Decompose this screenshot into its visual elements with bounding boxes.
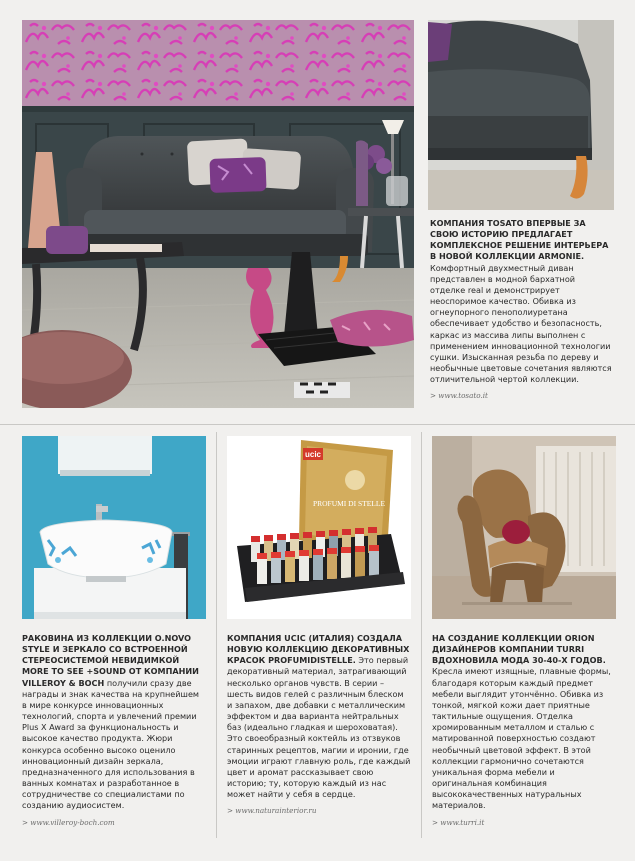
tosato-article-body: Комфортный двухместный диван представлен в модной бархатной отделке real и демонстрирует неоспоримое качество. Обивка из огнеупорного пенополиуретана обеспечивает удобство и безопасность, каркас из массива липы выполнен с применением инновационной технологии сушки. Изысканная резьба по дереву и необычные цветовые сочетания являются отличительной чертой коллекции. — [430, 262, 612, 385]
villeroy-boch-body: получили сразу две награды и знак качества на крупнейшем в мире конкурсе инновационных технологий, спорта и увлечений премии Plus X Award за функциональность и высокое качество продукта. Жюри конкурса особенно высоко оценило инновационный дизайн зеркала, предназначенного для использования в ванных комнатах и разработанное в сотрудничестве со специалистами по созданию аудиосистем. — [22, 677, 200, 811]
orion-armchair-photo — [432, 436, 616, 619]
sofa-interior-photo — [22, 20, 414, 408]
tosato-article-lead: КОМПАНИЯ TOSATO ВПЕРВЫЕ ЗА СВОЮ ИСТОРИЮ ПРЕДЛАГАЕТ КОМПЛЕКСНОЕ РЕШЕНИЕ ИНТЕРЬЕРА В НОВОЙ КОЛЛЕКЦИИ ARMONIE. — [430, 218, 609, 262]
villeroy-boch-lead: РАКОВИНА ИЗ КОЛЛЕКЦИИ O.NOVO STYLE И ЗЕРКАЛО СО ВСТРОЕННОЙ СТЕРЕОСИСТЕМОЙ НЕВИДИМКОЙ MORE TO SEE +SOUND ОТ КОМПАНИИ VILLEROY & BOCH — [22, 633, 199, 688]
armchair-closeup-photo — [428, 20, 614, 210]
washbasin-photo — [22, 436, 206, 619]
paint-display-photo — [227, 436, 411, 619]
ucic-article — [227, 436, 417, 817]
ucic-logo: ucic — [304, 450, 322, 459]
display-title: PROFUMI DI STELLE — [312, 499, 386, 508]
turri-article — [432, 436, 622, 828]
ucic-body: Это первый декоративный материал, затрагивающий несколько органов чувств. В серии – шесть видов гелей с различным блеском и запахом, две добавки с металлическим эффектом и два варианта нейтральных баз (идеально гладкая и шероховатая). Это своеобразный коктейль из отзвуков старинных рецептов, магии и иронии, где эмоции играют главную роль, где каждый цвет и аромат рассказывает свою историю; ту, которую каждый из нас может найти у себя в сердце. — [227, 655, 411, 800]
section-divider — [0, 424, 635, 425]
turri-text — [432, 633, 616, 828]
turri-body: Кресла имеют изящные, плавные формы, благодаря которым каждый предмет мебели выглядит утончённо. Обивка из тонкой, мягкой кожи дает приятные тактильные ощущения. Отделка хромированным металлом и сталью с матированной поверхностью создают необычный цветовой эффект. В этой коллекции гармонично сочетаются уникальная форма мебели и оригинальная комбинация высококачественных натуральных материалов. — [432, 666, 611, 811]
ucic-lead: КОМПАНИЯ UCIC (ИТАЛИЯ) СОЗДАЛА НОВУЮ КОЛЛЕКЦИЮ ДЕКОРАТИВНЫХ КРАСОК PROFUMIDISTELLE. — [227, 633, 410, 666]
tosato-article — [430, 218, 612, 402]
ucic-source-link[interactable]: > www.naturainterior.ru — [227, 806, 317, 816]
turri-source-link[interactable]: > www.turri.it — [432, 817, 485, 827]
villeroy-boch-text — [22, 633, 206, 828]
villeroy-boch-source-link[interactable]: > www.villeroy-boch.com — [22, 817, 115, 827]
tosato-source-link[interactable]: > www.tosato.it — [430, 391, 488, 401]
ucic-text — [227, 633, 411, 817]
turri-lead: НА СОЗДАНИЕ КОЛЛЕКЦИИ ORION ДИЗАЙНЕРОВ КОМПАНИИ TURRI ВДОХНОВИЛА МОДА 30-40-Х ГОДОВ. — [432, 633, 606, 666]
column-divider-2 — [421, 432, 422, 838]
column-divider-1 — [216, 432, 217, 838]
villeroy-boch-article — [22, 436, 212, 828]
